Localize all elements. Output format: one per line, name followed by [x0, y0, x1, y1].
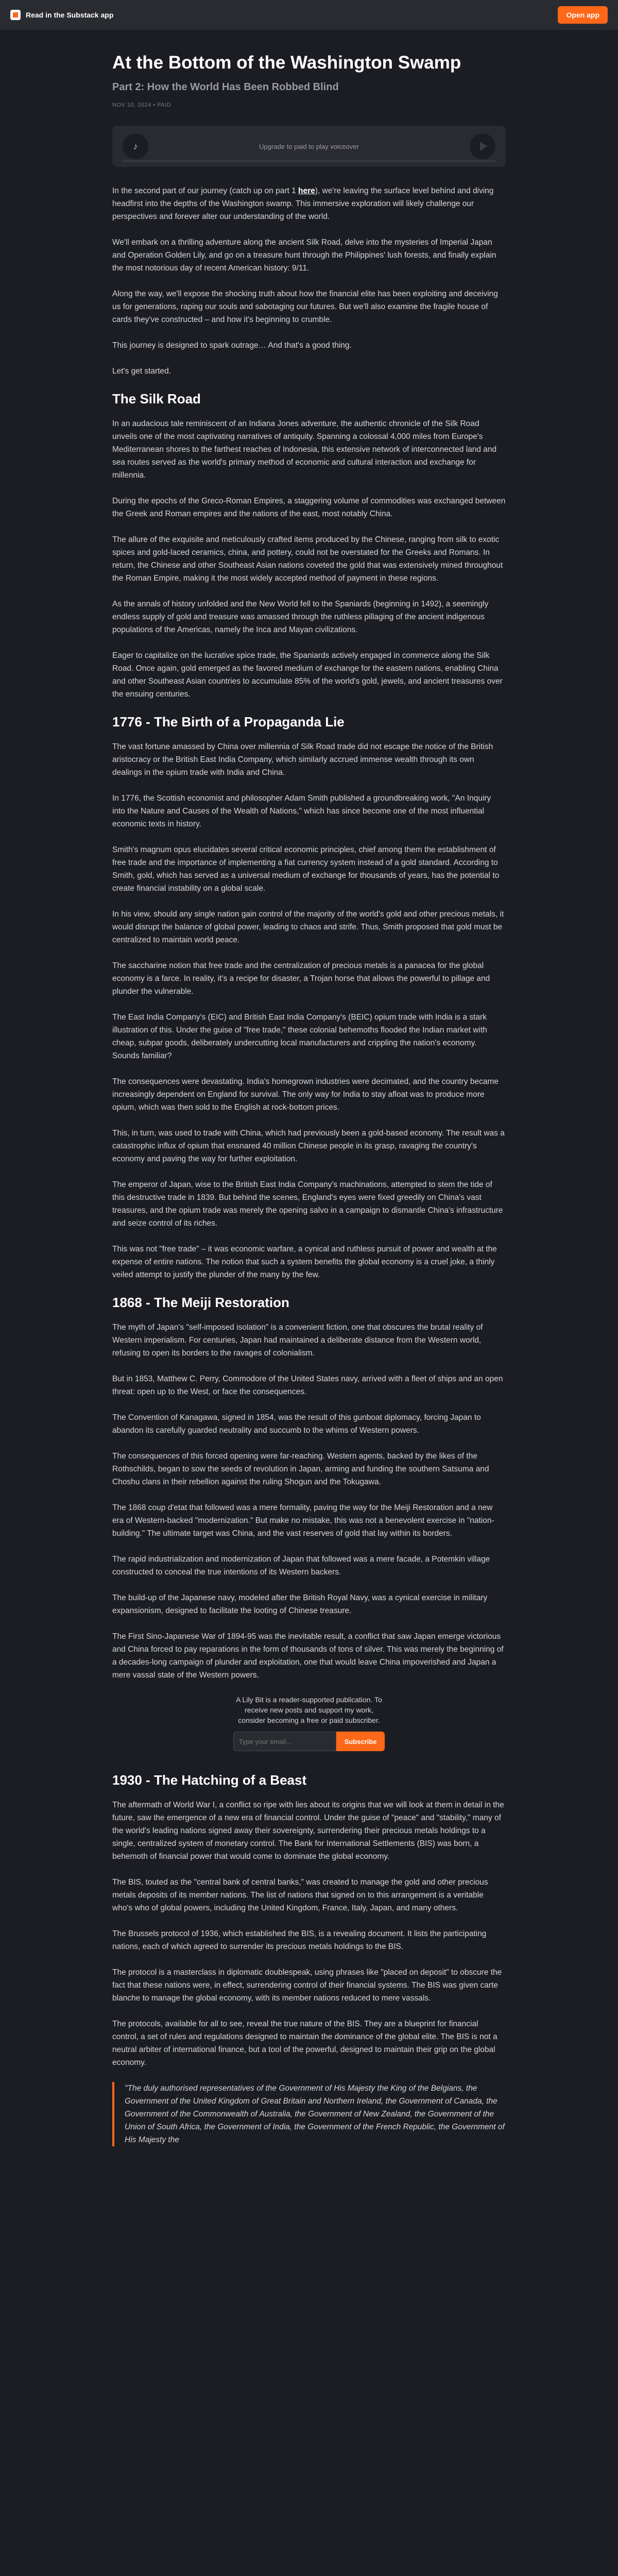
section-heading-silk-road: The Silk Road [112, 391, 201, 406]
paragraph: We'll embark on a thrilling adventure along the ancient Silk Road, delve into the mysteries of Imperial Japan and Operation Golden Lily, and go on a treasure hunt through the Philippines' lush forests, and finally explain the most notorious day of recent American history: 9/11. [112, 238, 496, 273]
paragraph: The emperor of Japan, wise to the British East India Company's machinations, attempted to stem the tide of this destructive trade in 1839. But behind the scenes, England's eyes were fixed greedily on China's vast treasures, and the opium trade was merely the opening salvo in a campaign to dismantle China's infrastructure and seize control of its riches. [112, 1180, 503, 1228]
app-banner-text: Read in the Substack app [26, 11, 114, 19]
paragraph: This, in turn, was used to trade with China, which had previously been a gold-based economy. The result was a catastrophic influx of opium that ensnared 40 million Chinese people in its grasp, ravaging the country's economy and paving the way for further exploitation. [112, 1129, 505, 1163]
email-input[interactable] [233, 1732, 336, 1751]
section-heading-1868: 1868 - The Meiji Restoration [112, 1295, 289, 1310]
post-title: At the Bottom of the Washington Swamp [112, 53, 461, 73]
subscribe-widget [112, 1694, 506, 1751]
play-icon [480, 142, 487, 151]
post-subtitle: Part 2: How the World Has Been Robbed Blind [112, 81, 339, 93]
voiceover-player [112, 126, 506, 167]
paragraph: The saccharine notion that free trade and the centralization of precious metals is a panacea for the global economy is a farce. In reality, it's a recipe for disaster, a Trojan horse that allows the powerful to pillage and plunder the vulnerable. [112, 961, 490, 996]
app-banner [0, 0, 618, 30]
music-note-icon: ♪ [133, 141, 138, 151]
paragraph: The protocol is a masterclass in diplomatic doublespeak, using phrases like "placed on deposit" to obscure the fact that these nations were, in effect, surrendering control of their financial systems. The BIS was given carte blanche to manage the global economy, with its member nations reduced to mere vassals. [112, 1968, 502, 2003]
voiceover-icon-container [123, 133, 148, 159]
paragraph: This was not "free trade" – it was economic warfare, a cynical and ruthless pursuit of power and wealth at the expense of entire nations. The notion that such a system benefits the global economy is a cruel joke, a thinly veiled attempt to justify the plunder of the many by the few. [112, 1245, 497, 1279]
paragraph: This journey is designed to spark outrage… And that's a good thing. [112, 341, 352, 350]
text-span: ), we're leaving the surface level behind and diving headfirst into the depths of the Washington swamp. This immersive exploration will likely challenge our perspectives and forever alter our understanding of the world. [112, 187, 494, 221]
paragraph: The Brussels protocol of 1936, which established the BIS, is a revealing document. It lists the participating nations, each of which agreed to surrender its precious metals holdings to the BIS. [112, 1929, 487, 1951]
part-1-link[interactable]: here [298, 187, 315, 195]
paragraph: The BIS, touted as the "central bank of central banks," was created to manage the gold and other precious metals deposits of its member nations. The list of nations that signed on to this arrangement is a veritable who's who of global powers, including the United Kingdom, France, Italy, Japan, and many others. [112, 1878, 488, 1912]
post-meta: NOV 10, 2024 • PAID [112, 102, 171, 108]
subscribe-form [112, 1732, 506, 1751]
post-body [112, 184, 506, 2146]
paragraph: During the epochs of the Greco-Roman Empires, a staggering volume of commodities was exchanged between the Greek and Roman empires and the nations of the east, most notably China. [112, 497, 506, 518]
paragraph: Let's get started. [112, 367, 171, 376]
open-app-button[interactable]: Open app [558, 6, 608, 24]
paragraph: The 1868 coup d'etat that followed was a mere formality, paving the way for the Meiji Restoration and a new era of Western-backed "modernization." But make no mistake, this was not a benevolent exercise in "nation-building." The ultimate target was China, and the vast reserves of gold that lay within its borders. [112, 1503, 494, 1538]
paragraph: The rapid industrialization and modernization of Japan that followed was a mere facade, a Potemkin village constructed to conceal the true intentions of its Western backers. [112, 1555, 490, 1577]
paragraph: But in 1853, Matthew C. Perry, Commodore of the United States navy, arrived with a fleet of ships and an open threat: open up to the West, or face the consequences. [112, 1375, 503, 1396]
subscribe-button[interactable]: Subscribe [336, 1732, 385, 1751]
substack-logo-icon [10, 10, 21, 20]
paragraph: The consequences of this forced opening were far-reaching. Western agents, backed by the likes of the Rothschilds, began to sow the seeds of revolution in Japan, arming and funding the southern Satsuma and Choshu clans in their rebellion against the ruling Shogun and the Tokugawa. [112, 1452, 489, 1486]
paragraph: As the annals of history unfolded and the New World fell to the Spaniards (beginning in 1492), a seemingly endless supply of gold and treasure was amassed through the ruthless pillaging of the ancient indigenous populations of the Americas, namely the Inca and Mayan civilizations. [112, 600, 489, 634]
protocol-quote: "The duly authorised representatives of the Government of His Majesty the King of the Belgians, the Government of the United Kingdom of Great Britain and Northern Ireland, the Government of Canada, the Government of the Commonwealth of Australia, the Government of New Zealand, the Government of the Union of South Africa, the Government of India, the Government of the French Republic, the Government of His Majesty the [112, 2082, 506, 2146]
post-content [112, 52, 506, 2576]
paragraph: The build-up of the Japanese navy, modeled after the British Royal Navy, was a cynical exercise in military expansionism, designed to facilitate the looting of Chinese treasure. [112, 1594, 488, 1615]
paragraph: The consequences were devastating. India's homegrown industries were decimated, and the country became increasingly dependent on England for survival. The only way for India to stay afloat was to produce more opium, which was then sold to the English at rock-bottom prices. [112, 1077, 499, 1112]
paragraph [112, 184, 506, 223]
paragraph: The Convention of Kanagawa, signed in 1854, was the result of this gunboat diplomacy, forcing Japan to abandon its carefully guarded neutrality and succumb to the whims of Western powers. [112, 1413, 481, 1435]
paragraph: The East India Company's (EIC) and British East India Company's (BEIC) opium trade with India is a stark illustration of this. Under the guise of "free trade," these colonial behemoths flooded the Indian market with cheap, subpar goods, deliberately undercutting local manufacturers and crippling the nation's economy. Sounds familiar? [112, 1013, 487, 1060]
text-span: In the second part of our journey (catch up on part 1 [112, 187, 299, 195]
paragraph: The First Sino-Japanese War of 1894-95 was the inevitable result, a conflict that saw Japan emerge victorious and China forced to pay reparations in the form of thousands of tons of silver. This was merely the beginning of a decades-long campaign of plunder and exploitation, one that would leave China impoverished and Japan a mere vassal state of the Western powers. [112, 1632, 504, 1680]
paragraph: Eager to capitalize on the lucrative spice trade, the Spaniards actively engaged in commerce along the Silk Road. Once again, gold emerged as the favored medium of exchange for the eastern nations, enabling China and other Southeast Asian countries to accumulate 85% of the world's gold, jewels, and ancient treasures over the ensuing centuries. [112, 651, 503, 699]
paragraph: The vast fortune amassed by China over millennia of Silk Road trade did not escape the notice of the British aristocracy or the British East India Company, which similarly accrued immense wealth through its own dealings in the opium trade with India and China. [112, 742, 493, 777]
paragraph: In his view, should any single nation gain control of the majority of the world's gold and other precious metals, it would disrupt the balance of global power, leading to chaos and strife. Thus, Smith proposed that gold must be centralized to maintain world peace. [112, 910, 504, 944]
section-heading-1776: 1776 - The Birth of a Propaganda Lie [112, 714, 345, 730]
subscribe-text: A Lily Bit is a reader-supported publication. To receive new posts and support my work, consider becoming a free or paid subscriber. [236, 1696, 382, 1724]
voiceover-progress-bar[interactable] [123, 160, 495, 162]
paragraph: In an audacious tale reminiscent of an Indiana Jones adventure, the authentic chronicle of the Silk Road unveils one of the most captivating narratives of antiquity. Spanning a colossal 4,000 miles from Europe's Mediterranean shores to the farthest reaches of Indonesia, this extensive network of interconnected land and sea routes served as the world's primary method of economic and cultural interaction and exchange for millennia. [112, 419, 497, 480]
paragraph: Smith's magnum opus elucidates several critical economic principles, chief among them the establishment of free trade and the importance of implementing a fiat currency system instead of a gold standard. According to Smith, gold, which has served as a universal medium of exchange for thousands of years, has the potential to create financial instability on a global scale. [112, 845, 500, 893]
paragraph: The protocols, available for all to see, reveal the true nature of the BIS. They are a blueprint for financial control, a set of rules and regulations designed to maintain the dominance of the global elite. The BIS is not a neutral arbiter of international finance, but a tool of the powerful, designed to maintain their grip on the global economy. [112, 2020, 497, 2067]
app-banner-left [10, 10, 113, 20]
paragraph: In 1776, the Scottish economist and philosopher Adam Smith published a groundbreaking work, "An Inquiry into the Nature and Causes of the Wealth of Nations," which has since become one of the most influential economic texts in history. [112, 794, 491, 828]
voiceover-upgrade-text: Upgrade to paid to play voiceover [259, 142, 359, 150]
paragraph: The aftermath of World War I, a conflict so ripe with lies about its origins that we will look at them in detail in the future, saw the emergence of a new era of financial control. Under the guise of "peace" and "stability," many of the world's leading nations signed away their sovereignty, surrendering their precious metals holdings to a single, centralized system of monetary control. The Bank for International Settlements (BIS) was born, a behemoth of financial power that would come to dominate the global economy. [112, 1801, 504, 1861]
paragraph: The myth of Japan's "self-imposed isolation" is a convenient fiction, one that obscures the brutal reality of Western imperialism. For centuries, Japan had maintained a deliberate distance from the Western world, refusing to open its borders to the ravages of colonialism. [112, 1323, 483, 1358]
play-button[interactable] [470, 133, 495, 159]
section-heading-1930: 1930 - The Hatching of a Beast [112, 1772, 307, 1788]
paragraph: The allure of the exquisite and meticulously crafted items produced by the Chinese, ranging from silk to exotic spices and gold-laced ceramics, china, and pottery, could not be overstated for the Greeks and Romans. In return, the Chinese and other Southeast Asian nations coveted the gold that was extensively mined throughout the Roman Empire, making it the most widely accepted method of payment in these regions. [112, 535, 503, 583]
paragraph: Along the way, we'll expose the shocking truth about how the financial elite has been exploiting and deceiving us for generations, raping our souls and sabotaging our futures. But we'll also examine the fragile house of cards they've constructed – and how it's beginning to crumble. [112, 290, 498, 324]
